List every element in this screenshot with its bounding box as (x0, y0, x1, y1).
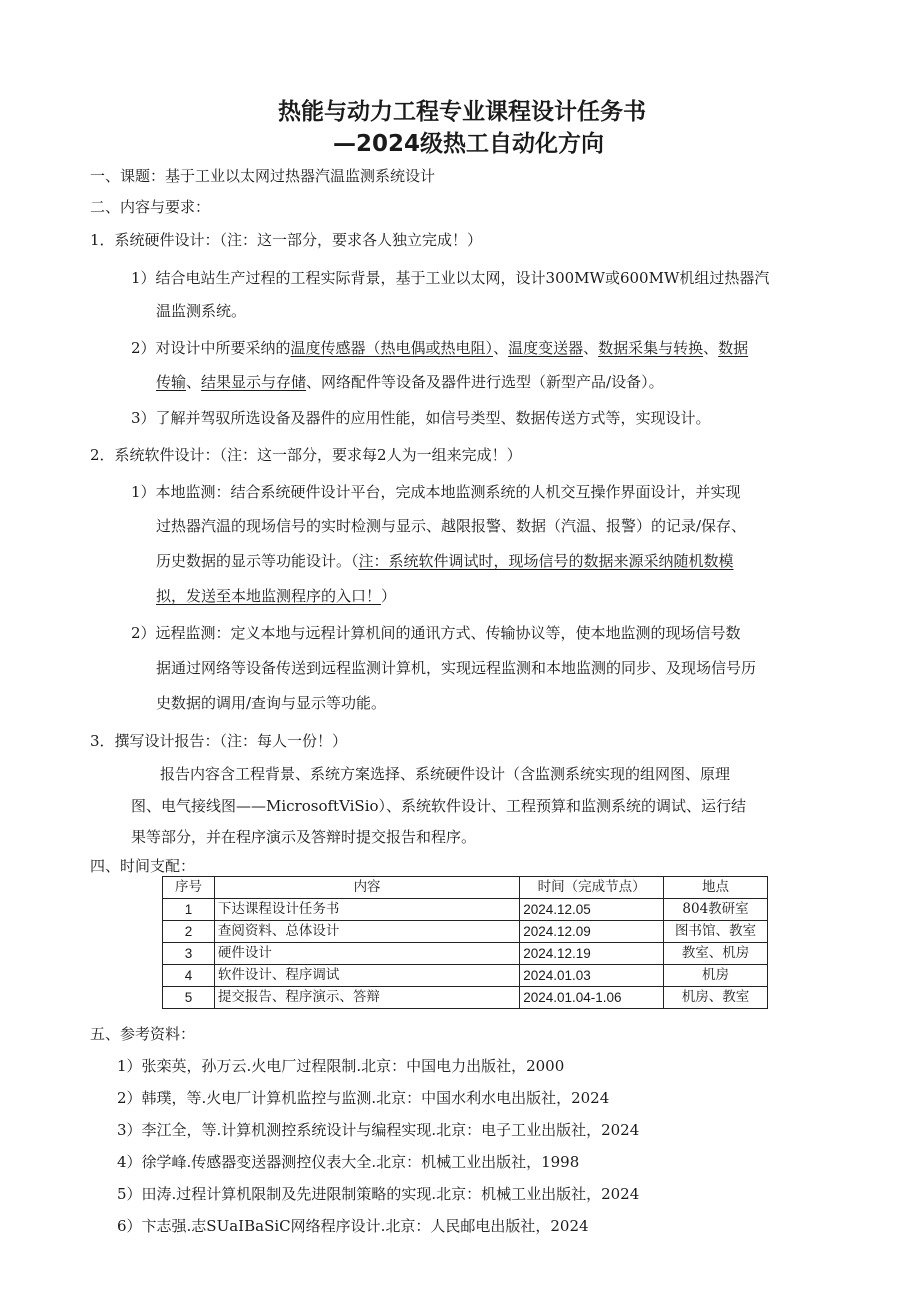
schedule-heading: 四、时间支配： (90, 857, 196, 875)
software-item-2-line-2: 据通过网络等设备传送到远程监测计算机，实现远程监测和本地监测的同步、及现场信号历 (156, 659, 757, 677)
reference-item: 5）田涛.过程计算机限制及先进限制策略的实现.北京：机械工业出版社，2024 (117, 1185, 640, 1203)
table-header-cell: 地点 (664, 877, 768, 899)
underlined-note: 注：系统软件调试时，现场信号的数据来源采纳随机数模 (358, 552, 734, 570)
report-line-1: 报告内容含工程背景、系统方案选择、系统硬件设计（含监测系统实现的组网图、原理 (160, 765, 731, 783)
table-row (163, 987, 768, 1009)
table-cell: 下达课程设计任务书 (214, 899, 519, 921)
table-cell: 机房、教室 (664, 987, 768, 1009)
software-item-2-line-3: 史数据的调用/查询与显示等功能。 (156, 694, 387, 712)
underlined-term: 结果显示与存储 (201, 373, 307, 391)
hardware-item-2-line-1: 2）对设计中所要采纳的温度传感器（热电偶或热电阻）、温度变送器、数据采集与转换、数据 (131, 339, 749, 357)
software-heading: 2．系统软件设计：（注：这一部分，要求每2人为一组来完成！） (90, 446, 522, 464)
underlined-term: 温度变送器 (508, 339, 584, 357)
software-item-1-line-1: 1）本地监测：结合系统硬件设计平台，完成本地监测系统的人机交互操作界面设计，并实现 (131, 483, 741, 501)
underlined-term: 数据采集与转换 (598, 339, 704, 357)
table-cell: 1 (163, 899, 215, 921)
table-cell: 4 (163, 965, 215, 987)
hardware-item-2-line-2: 传输、结果显示与存储、网络配件等设备及器件进行选型（新型产品/设备）。 (156, 373, 664, 391)
table-header-cell: 内容 (214, 877, 519, 899)
table-cell: 2024.12.19 (520, 943, 664, 965)
table-row (163, 943, 768, 965)
table-header-row (163, 877, 768, 899)
reference-item: 6）卞志强.志SUaIBaSiC网络程序设计.北京：人民邮电出版社，2024 (117, 1217, 589, 1235)
software-item-1-line-3: 历史数据的显示等功能设计。（注：系统软件调试时，现场信号的数据来源采纳随机数模 (156, 552, 734, 570)
reference-item: 3）李江全，等.计算机测控系统设计与编程实现.北京：电子工业出版社，2024 (117, 1121, 640, 1139)
table-cell: 教室、机房 (664, 943, 768, 965)
section-topic: 一、课题：基于工业以太网过热器汽温监测系统设计 (90, 167, 436, 185)
hardware-item-1-line-2: 温监测系统。 (156, 302, 247, 320)
table-cell: 机房 (664, 965, 768, 987)
software-item-1-line-4: 拟，发送至本地监测程序的入口！） (156, 587, 397, 605)
underlined-term: 温度传感器（热电偶或热电阻） (290, 339, 494, 357)
section-content-heading: 二、内容与要求： (90, 198, 211, 216)
doc-subtitle: —2024级热工自动化方向 (333, 131, 605, 157)
underlined-term: 数据 (718, 339, 749, 357)
hardware-heading: 1．系统硬件设计：（注：这一部分，要求各人独立完成！） (90, 231, 483, 249)
report-line-3: 果等部分，并在程序演示及答辩时提交报告和程序。 (131, 828, 477, 846)
table-cell: 图书馆、教室 (664, 921, 768, 943)
doc-title: 热能与动力工程专业课程设计任务书 (278, 99, 646, 125)
table-header-cell: 时间（完成节点） (520, 877, 664, 899)
table-cell: 2024.01.03 (520, 965, 664, 987)
table-cell: 804教研室 (664, 899, 768, 921)
table-cell: 2024.12.09 (520, 921, 664, 943)
underlined-note: 拟，发送至本地监测程序的入口！ (156, 587, 382, 605)
report-heading: 3．撰写设计报告：（注：每人一份！） (90, 732, 348, 750)
table-header-cell: 序号 (163, 877, 215, 899)
table-cell: 硬件设计 (214, 943, 519, 965)
reference-item: 1）张栾英，孙万云.火电厂过程限制.北京：中国电力出版社，2000 (117, 1057, 565, 1075)
software-item-2-line-1: 2）远程监测：定义本地与远程计算机间的通讯方式、传输协议等，使本地监测的现场信号数 (131, 624, 741, 642)
table-cell: 软件设计、程序调试 (214, 965, 519, 987)
reference-item: 2）韩璞，等.火电厂计算机监控与监测.北京：中国水利水电出版社，2024 (117, 1089, 610, 1107)
table-row (163, 965, 768, 987)
table-row (163, 921, 768, 943)
table-cell: 查阅资料、总体设计 (214, 921, 519, 943)
hardware-item-1-line-1: 1）结合电站生产过程的工程实际背景，基于工业以太网，设计300MW或600MW机组过热器汽 (131, 269, 770, 287)
hardware-item-3: 3）了解并驾驭所选设备及器件的应用性能，如信号类型、数据传送方式等，实现设计。 (131, 409, 711, 427)
table-row (163, 899, 768, 921)
table-cell: 3 (163, 943, 215, 965)
table-cell: 2024.12.05 (520, 899, 664, 921)
table-cell: 5 (163, 987, 215, 1009)
table-cell: 提交报告、程序演示、答辩 (214, 987, 519, 1009)
table-cell: 2 (163, 921, 215, 943)
underlined-term: 传输 (156, 373, 187, 391)
references-heading: 五、参考资料： (90, 1025, 196, 1043)
reference-item: 4）徐学峰.传感器变送器测控仪表大全.北京：机械工业出版社，1998 (117, 1153, 580, 1171)
report-line-2: 图、电气接线图——MicrosoftViSio）、系统软件设计、工程预算和监测系统的调试、运行结 (131, 797, 747, 815)
software-item-1-line-2: 过热器汽温的现场信号的实时检测与显示、越限报警、数据（汽温、报警）的记录/保存、 (156, 517, 747, 535)
schedule-table (162, 876, 768, 1009)
table-cell: 2024.01.04-1.06 (520, 987, 664, 1009)
